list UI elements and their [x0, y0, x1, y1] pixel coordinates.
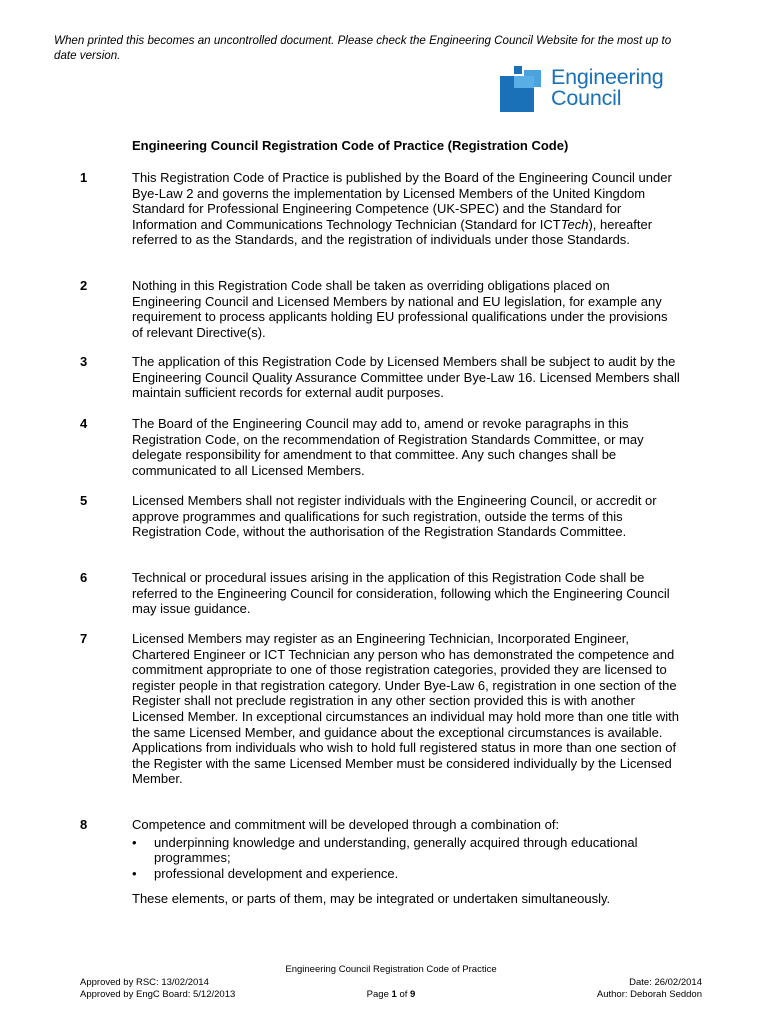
- paragraph-text: Licensed Members may register as an Engineering Technician, Incorporated Engineer, Chartered Engineer or ICT Technician any person who has demonstrated the competence and commitment appropriate to one of those registration categories, provided they are licensed to register people in that registration category. Under Bye-Law 6, registration in one section of the Register shall not preclude registration in any other section provided this is with another Licensed Member. In exceptional circumstances an individual may hold more than one title with the same Licensed Member, and guidance about the exceptional circumstances is available. Applications from individuals who wish to hold full registered status in more than one section of the Register with the same Licensed Member must be considered individually by the Licensed Member.: [132, 631, 680, 787]
- approved-by-board: Approved by EngC Board: 5/12/2013: [80, 989, 236, 1000]
- paragraph-text-italic: Tech: [560, 216, 589, 232]
- paragraph-text: Licensed Members shall not register individuals with the Engineering Council, or accredit or approve programmes and qualifications for such registration, outside the terms of this Registration Code, without the authorisation of the Registration Standards Committee.: [132, 493, 657, 540]
- paragraph-8: [80, 817, 680, 907]
- paragraph-text: [132, 170, 680, 248]
- list-item-text: professional development and experience.: [154, 865, 399, 881]
- document-date: Date: 26/02/2014: [629, 977, 702, 988]
- page-current: 1: [391, 989, 397, 1000]
- paragraph-5: [80, 493, 680, 540]
- paragraph-text: The application of this Registration Code by Licensed Members shall be subject to audit by the Engineering Council Quality Assurance Committee under Bye-Law 16. Licensed Members shall maintain sufficient records for external audit purposes.: [132, 354, 680, 401]
- paragraph-number: 3: [80, 354, 88, 369]
- bullet-symbol: •: [132, 865, 137, 881]
- paragraph-number: 2: [80, 278, 88, 293]
- paragraph-text-start: This Registration Code of Practice is published by the Board of the Engineering Council under Bye-Law 2 and governs the implementation by Licensed Members of the United Kingdom Standard for Professional Engineering Competence (UK-SPEC) and the Standard for Information and Communications Technology Technician (Standard for ICT: [132, 170, 672, 232]
- bullet-symbol: •: [132, 834, 137, 850]
- list-item: [132, 865, 680, 882]
- paragraph-text-end: ), hereafter referred to as the Standards, and the registration of individuals under those Standards.: [132, 216, 653, 248]
- paragraph-text: The Board of the Engineering Council may add to, amend or revoke paragraphs in this Registration Code, on the recommendation of Registration Standards Committee, or may delegate responsibility for amendment to that committee. Any such changes shall be communicated to all Licensed Members.: [132, 416, 644, 478]
- paragraph-number: 4: [80, 416, 88, 431]
- logo-wordmark: [551, 67, 664, 109]
- page-of: of: [399, 989, 408, 1000]
- uncontrolled-document-disclaimer: When printed this becomes an uncontrolled document. Please check the Engineering Council Website for the most up to date version.: [54, 34, 672, 62]
- engineering-council-logo: [500, 66, 700, 112]
- engineering-council-logo-icon: [500, 66, 546, 112]
- document-author: Author: Deborah Seddon: [596, 989, 702, 1000]
- document-title: Engineering Council Registration Code of Practice (Registration Code): [132, 138, 569, 153]
- paragraph-text: [132, 817, 680, 907]
- paragraph-number: 5: [80, 493, 88, 508]
- footer-title: Engineering Council Registration Code of Practice: [285, 964, 497, 975]
- paragraph-1: [80, 170, 680, 248]
- paragraph-closing: These elements, or parts of them, may be integrated or undertaken simultaneously.: [132, 891, 611, 907]
- paragraph-intro: Competence and commitment will be developed through a combination of:: [132, 817, 560, 832]
- page-total: 9: [410, 989, 416, 1000]
- page-footer: [80, 964, 702, 1004]
- paragraph-3: [80, 354, 680, 401]
- page-label: Page: [366, 989, 389, 1000]
- paragraph-4: [80, 416, 680, 478]
- paragraph-text: Nothing in this Registration Code shall be taken as overriding obligations placed on Engineering Council and Licensed Members by national and EU legislation, for example any requirement to process applicants holding EU professional qualifications under the provisions of relevant Directive(s).: [132, 278, 668, 340]
- paragraph-number: 1: [80, 170, 88, 185]
- page-number: [80, 989, 702, 1001]
- paragraph-7: [80, 631, 680, 787]
- list-item: [132, 834, 680, 866]
- paragraph-number: 7: [80, 631, 88, 646]
- paragraph-number: 8: [80, 817, 88, 832]
- logo-line-2: Council: [551, 86, 622, 110]
- paragraph-6: [80, 570, 680, 617]
- paragraph-2: [80, 278, 680, 340]
- paragraph-number: 6: [80, 570, 88, 585]
- logo-line-1: Engineering: [551, 65, 664, 89]
- bullet-list: [132, 835, 680, 882]
- list-item-text: underpinning knowledge and understanding, generally acquired through educational programmes;: [154, 834, 638, 866]
- paragraph-text: Technical or procedural issues arising in the application of this Registration Code shall be referred to the Engineering Council for consideration, following which the Engineering Council may issue guidance.: [132, 570, 670, 617]
- approved-by-rsc: Approved by RSC: 13/02/2014: [80, 977, 209, 988]
